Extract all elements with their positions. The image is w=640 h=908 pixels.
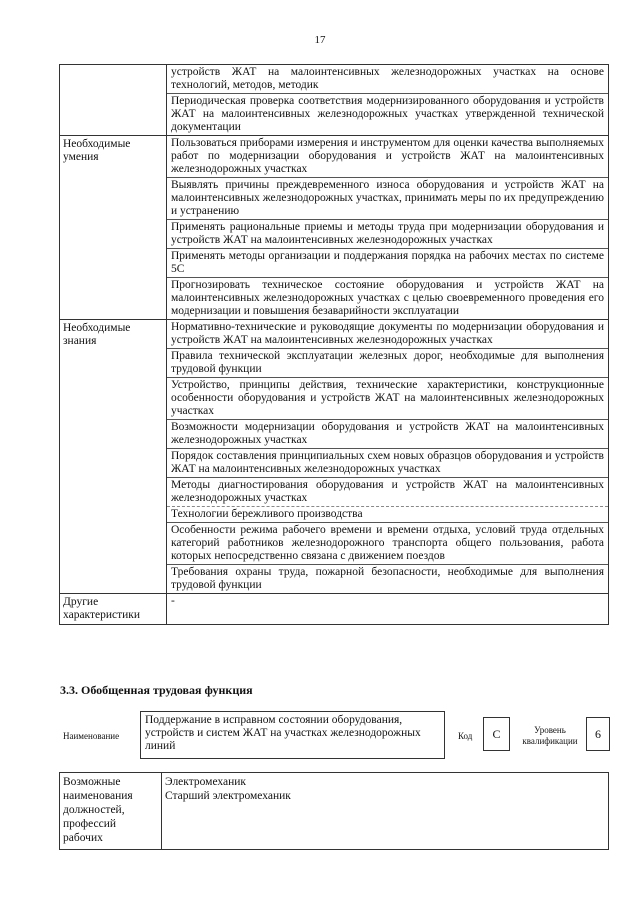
row-label-knowledge: Необходимые знания <box>60 320 167 594</box>
list-item: Пользоваться приборами измерения и инструментом для оценки качества выполняемых работ по модернизации оборудования и устройств ЖАТ на малоинтенсивных железнодорожных участках <box>167 136 608 178</box>
page-number: 17 <box>314 34 326 46</box>
table-row <box>60 320 609 594</box>
qualification-level-value: 6 <box>586 717 610 751</box>
list-item: Технологии бережливого производства <box>167 507 608 523</box>
list-item: устройств ЖАТ на малоинтенсивных железнодорожных участках на основе технологий, методов, методик <box>167 65 608 94</box>
list-item: Нормативно-технические и руководящие документы по модернизации оборудования и устройств ЖАТ на малоинтенсивных железнодорожных участках <box>167 320 608 349</box>
list-item: Требования охраны труда, пожарной безопасности, необходимые для выполнения трудовой функции <box>171 566 604 591</box>
list-item: Особенности режима рабочего времени и времени отдыха, условий труда отдельных категорий работников железнодорожного транспорта общего пользования, работа которых непосредственно связана с движением поездов <box>167 523 608 565</box>
list-item: Методы диагностирования оборудования и устройств ЖАТ на малоинтенсивных железнодорожных участках <box>167 478 608 507</box>
list-item: Применять методы организации и поддержания порядка на рабочих местах по системе 5С <box>167 249 608 278</box>
table-row <box>60 136 609 320</box>
list-item: Порядок составления принципиальных схем новых образцов оборудования и устройств ЖАТ на малоинтенсивных железнодорожных участках <box>167 449 608 478</box>
list-item: Периодическая проверка соответствия модернизированного оборудования и устройств ЖАТ на малоинтенсивных железнодорожных участках утвержденной технической документации <box>171 95 604 133</box>
row-label-skills: Необходимые умения <box>60 136 167 320</box>
list-item: Применять рациональные приемы и методы труда при модернизации оборудования и устройств ЖАТ на малоинтенсивных железнодорожных участках <box>167 220 608 249</box>
table-row <box>60 773 609 850</box>
list-item: Возможности модернизации оборудования и устройств ЖАТ на малоинтенсивных железнодорожных участках <box>167 420 608 449</box>
qualification-level-label: Уровень квалификации <box>522 725 578 746</box>
code-label: Код <box>458 731 473 741</box>
table-row <box>60 65 609 136</box>
positions-label: Возможные наименования должностей, профессий рабочих <box>60 773 162 850</box>
position-item: Старший электромеханик <box>165 790 291 802</box>
row-label <box>60 65 167 136</box>
naming-label: Наименование <box>63 731 120 741</box>
code-value: С <box>483 717 510 751</box>
list-item: - <box>171 595 175 607</box>
positions-table <box>59 772 609 850</box>
list-item: Прогнозировать техническое состояние оборудования и устройств ЖАТ на малоинтенсивных железнодорожных участках с целью своевременного проведения его модернизации и повышения безаварийности эксплуатации <box>171 279 604 317</box>
row-label-other: Другие характеристики <box>60 594 167 625</box>
list-item: Устройство, принципы действия, технические характеристики, конструкционные особенности оборудования и устройств ЖАТ на малоинтенсивных железнодорожных участках <box>167 378 608 420</box>
table-row <box>60 594 609 625</box>
list-item: Правила технической эксплуатации железных дорог, необходимые для выполнения трудовой функции <box>167 349 608 378</box>
position-item: Электромеханик <box>165 776 246 788</box>
naming-value: Поддержание в исправном состоянии оборудования, устройств и систем ЖАТ на участках железнодорожных линий <box>140 711 445 759</box>
work-function-table <box>59 64 609 625</box>
section-title: 3.3. Обобщенная трудовая функция <box>60 683 253 697</box>
list-item: Выявлять причины преждевременного износа оборудования и устройств ЖАТ на малоинтенсивных железнодорожных участках, принимать меры по их предупреждению и устранению <box>167 178 608 220</box>
